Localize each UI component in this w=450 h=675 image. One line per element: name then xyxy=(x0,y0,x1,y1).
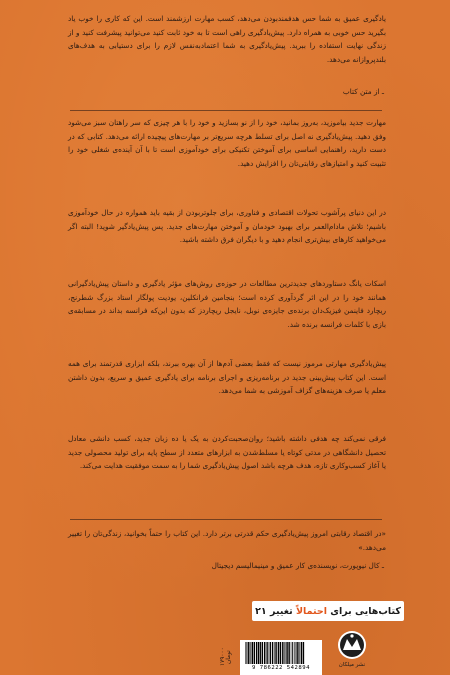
price-label: ۱۷۹۰۰۰ تومان xyxy=(220,647,232,667)
barcode-bar xyxy=(262,642,263,664)
barcode-bar xyxy=(294,642,295,664)
paragraph-5: پیش‌یادگیری مهارتی مرموز نیست که فقط بعضی آدم‌ها از آن بهره ببرند، بلکه ابزاری قدرتمند برای همه است. این کتاب پیش‌بینی جدید در برنامه‌ریزی و اجرای برنامه برای یادگیری عمیق و سریع، بدون داشتن معلم یا صرف هزینه‌های گزاف آموزشی به شما می‌دهد. xyxy=(68,359,386,395)
barcode-bar xyxy=(267,642,268,664)
barcode-bar xyxy=(299,642,300,664)
barcode-bar xyxy=(301,642,302,664)
endorsement-author: ـ کال نیوپورت، نویسنده‌ی کار عمیق و مینیمالیسم دیجیتال xyxy=(211,561,384,570)
barcode-bar xyxy=(254,642,255,664)
barcode-bar xyxy=(303,642,304,664)
barcode-bar xyxy=(272,642,273,664)
barcode-bar xyxy=(269,642,270,664)
publisher-name: نشر میلکان xyxy=(338,662,366,668)
barcode-bar xyxy=(280,642,281,664)
barcode-bar xyxy=(284,642,285,664)
barcode-bar xyxy=(266,642,267,664)
paragraph-3: در این دنیای پرآشوب تحولات اقتصادی و فناوری، برای جلوتربودن از بقیه باید همواره در حال خودآموزی باشیم؛ تلاش مادام‌العمر برای بهبود خودمان و آموختن مهارت‌های جدید. پس پیش‌یادگیر شوید! البته اگر می‌خواهید کارهای بیش‌تری انجام دهید و با دیگران فرق داشته باشید. xyxy=(68,208,386,244)
paragraph-4: اسکات یانگ دستاوردهای جدیدترین مطالعات در حوزه‌ی روش‌های مؤثر یادگیری و داستان پیش‌یادگیرانی همانند خود را در این اثر گردآوری کرده است؛ بنجامین فرانکلین، یودیت پولگار استاد بزرگ شطرنج، ریچارد فاینمن فیزیک‌دان برنده‌ی جایزه‌ی نوبل، نایجل ریچاردز که بدون این‌که فرانسه بداند در مسابقه‌ی بازی با کلمات فرانسه برنده شد. xyxy=(68,279,386,329)
barcode-bar xyxy=(270,642,271,664)
barcode-bar xyxy=(278,642,279,664)
barcode-bar xyxy=(297,642,298,664)
barcode-bars xyxy=(244,642,318,664)
barcode-bar xyxy=(258,642,259,664)
intro-paragraph: یادگیری عمیق به شما حس هدفمندبودن می‌دهد، کسب مهارت ارزشمند است. این که کاری را خوب یاد بگیرید حس خوبی به همراه دارد. پیش‌یادگیری راهی است تا به خود ثابت کنید می‌توانید پیشرفت کنید و از زندگی نهایت استفاده را ببرید. پیش‌یادگیری به شما اعتمادبه‌نفس لازم را برای دستیابی به هدف‌های بلندپروازانه می‌دهد. xyxy=(68,14,386,64)
divider-bottom xyxy=(70,519,382,520)
barcode-bar xyxy=(248,642,249,664)
barcode-bar xyxy=(275,642,276,664)
barcode-bar xyxy=(291,642,292,664)
series-label-suffix: تغییر ۲۱ xyxy=(255,605,293,617)
barcode-bar xyxy=(260,642,261,664)
series-label xyxy=(252,601,404,621)
paragraph-6: فرقی نمی‌کند چه هدفی داشته باشید؛ روان‌صحبت‌کردن به یک یا ده زبان جدید، کسب دانشی معادل تحصیل دانشگاهی در مدتی کوتاه یا مسلط‌شدن به ابزارهای متعدد از سطح پایه برای تولید محصولی جدید یا آغاز کسب‌وکاری تازه، هدف هرچه باشد اصول پیش‌یادگیری شما را به سمت موفقیت هدایت می‌کند. xyxy=(68,434,386,470)
barcode-bar xyxy=(286,642,287,664)
barcode-bar xyxy=(264,642,265,664)
barcode-bar xyxy=(288,642,289,664)
barcode-bar xyxy=(282,642,283,664)
barcode-bar xyxy=(292,642,293,664)
series-label-prefix: کتاب‌هایی برای xyxy=(330,605,401,617)
barcode-bar xyxy=(245,642,246,664)
barcode-bar xyxy=(274,642,275,664)
barcode xyxy=(240,640,322,675)
endorsement-quote: «در اقتصاد رقابتی امروز پیش‌یادگیری حکم قدرتی برتر دارد. این کتاب را حتماً بخوانید، زندگی‌تان را تغییر می‌دهد.» xyxy=(68,529,386,552)
barcode-digits: 9 786222 542894 xyxy=(251,665,311,671)
barcode-bar xyxy=(252,642,253,664)
barcode-bar xyxy=(246,642,247,664)
barcode-bar xyxy=(256,642,257,664)
paragraph-2: مهارت جدید بیاموزید، به‌روز بمانید، خود را از نو بسازید و خود را با هر چیزی که سر راهتان سبز می‌شود وفق دهید. پیش‌یادگیری نه اصل برای تسلط هرچه سریع‌تر بر مهارت‌های پیچیده ارائه می‌دهد. کتابی که در دست دارید، راهنمایی اساسی برای آموختن تکنیکی برای خودآموزی است تا با آن آینده‌ی شغلی خود را تثبیت کنید و امتیازهای رقابتی‌تان را افزایش دهید. xyxy=(68,118,386,168)
source-attribution: ـ از متن کتاب xyxy=(342,87,384,96)
series-label-highlight: احتمالاً xyxy=(295,605,327,617)
divider-top xyxy=(70,110,382,111)
barcode-bar xyxy=(296,642,297,664)
barcode-bar xyxy=(250,642,251,664)
